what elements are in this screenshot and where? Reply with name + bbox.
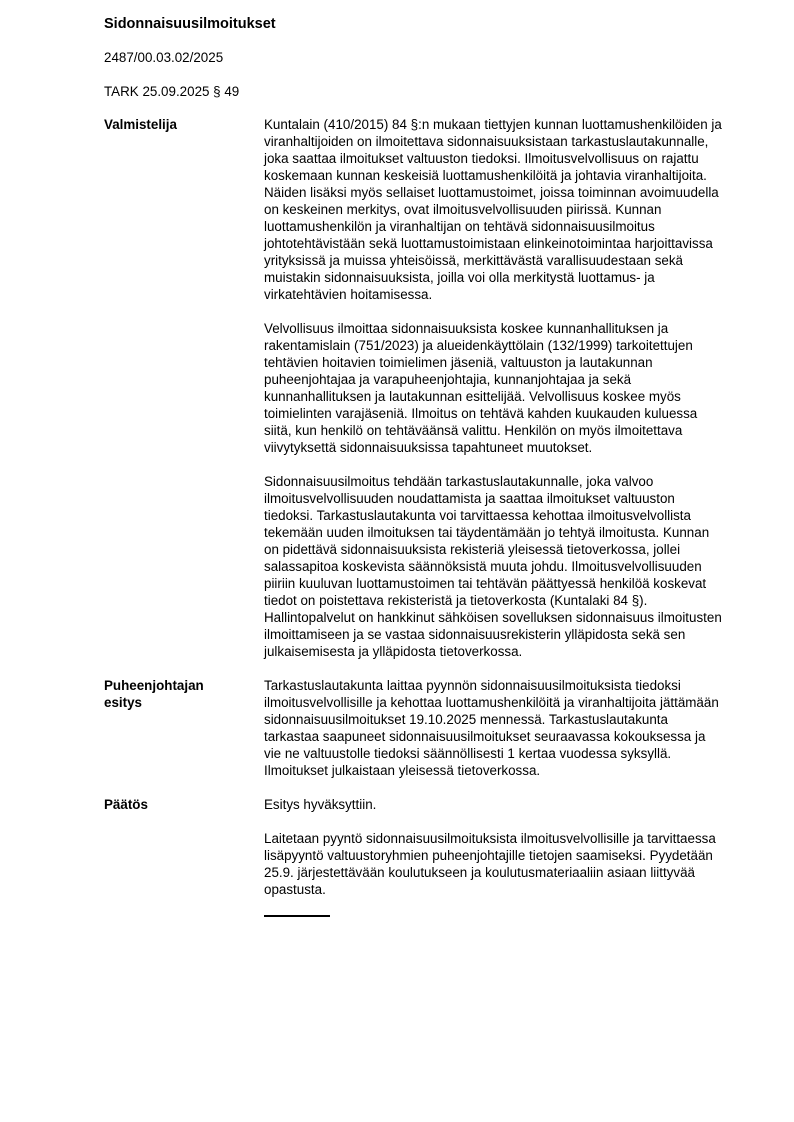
section-body-puheenjohtajan-esitys — [264, 677, 724, 796]
paragraph: Tarkastuslautakunta laittaa pyynnön sidonnaisuusilmoituksista tiedoksi ilmoitusvelvollisille ja kehottaa luottamushenkilöitä ja viranhaltijoita jättämään sidonnaisuusilmoitukset 19.10.2025 mennessä. Tarkastuslautakunta tarkastaa saapuneet sidonnaisuusilmoitukset seuraavassa kokouksessa ja vie ne valtuustolle tiedoksi säännöllisesti 1 kertaa vuodessa syksyllä. Ilmoitukset julkaistaan yleisessä tietoverkossa. — [264, 678, 719, 778]
document-title: Sidonnaisuusilmoitukset — [104, 16, 276, 32]
section-label-valmistelija: Valmistelija — [104, 117, 177, 132]
section-label-puheenjohtajan-esitys: Puheenjohtajan esitys — [104, 678, 204, 710]
section-puheenjohtajan-esitys — [104, 677, 724, 796]
paragraph: Laitetaan pyyntö sidonnaisuusilmoituksista ilmoitusvelvollisille ja tarvittaessa lisäpyyntö valtuustoryhmien puheenjohtajille tietojen saamiseksi. Pyydetään 25.9. järjestettävään koulutukseen ja koulutusmateriaaliin asiaan liittyvää opastusta. — [264, 831, 716, 897]
paragraph: Velvollisuus ilmoittaa sidonnaisuuksista koskee kunnanhallituksen ja rakentamislain (751/2023) ja alueidenkäyttölain (132/1999) tarkoitettujen tehtävien hoitavien toimielimen jäseniä, valtuuston ja lautakunnan puheenjohtajaa ja varapuheenjohtajia, kunnanjohtajaa ja sekä kunnanhallituksen ja lautakunnan esittelijää. Velvollisuus koskee myös toimielinten varajäseniä. Ilmoitus on tehtävä kahden kuukauden kuluessa siitä, kun henkilö on tehtäväänsä valittu. Henkilön on myös ilmoitettava viivytyksettä sidonnaisuuksissa tapahtuneet muutokset. — [264, 321, 698, 455]
case-number: 2487/00.03.02/2025 — [104, 50, 224, 65]
paragraph: Sidonnaisuusilmoitus tehdään tarkastuslautakunnalle, joka valvoo ilmoitusvelvollisuuden noudattamista ja saattaa ilmoitukset valtuuston tiedoksi. Tarkastuslautakunta voi tarvittaessa kehottaa ilmoitusvelvollista tekemään uuden ilmoituksen tai täydentämään jo tehtyä ilmoitusta. Kunnan on pidettävä sidonnaisuuksista rekisteriä yleisessä tietoverkossa, jollei salassapitoa koskevista säännöksistä muuta johdu. Ilmoitusvelvollisuuden piiriin kuuluvan luottamustoimen tai tehtävän päättyessä henkilöä koskevat tiedot on poistettava rekisteristä ja tietoverkosta (Kuntalaki 84 §). Hallintopalvelut on hankkinut sähköisen sovelluksen sidonnaisuus ilmoitusten ilmoittamiseen ja se vastaa sidonnaisuusrekisterin ylläpidosta sekä sen julkaisemisesta ja ylläpidosta tietoverkossa. — [264, 474, 722, 659]
section-label-paatos: Päätös — [104, 797, 148, 812]
section-paatos — [104, 796, 724, 934]
section-body-valmistelija — [264, 116, 724, 677]
section-body-paatos — [264, 796, 724, 934]
paragraph: Esitys hyväksyttiin. — [264, 797, 377, 812]
section-valmistelija — [104, 116, 724, 677]
section-end-divider — [264, 915, 330, 917]
case-reference: TARK 25.09.2025 § 49 — [104, 84, 240, 99]
paragraph: Kuntalain (410/2015) 84 §:n mukaan tiettyjen kunnan luottamushenkilöiden ja viranhaltijoiden on ilmoitettava sidonnaisuuksistaan tarkastuslautakunnalle, joka saattaa ilmoitukset valtuuston tiedoksi. Ilmoitusvelvollisuus on rajattu koskemaan kunnan keskeisiä luottamushenkilöitä ja johtavia viranhaltijoita. Näiden lisäksi myös sellaiset luottamustoimet, joissa toiminnan avoimuudella on keskeinen merkitys, ovat ilmoitusvelvollisuuden piirissä. Kunnan luottamushenkilön ja viranhaltijan on tehtävä sidonnaisuusilmoitus johtotehtävistään sekä luottamustoimistaan elinkeinotoimintaa harjoittavissa yrityksissä ja muissa yhteisöissä, merkittävästä varallisuudestaan sekä muistakin sidonnaisuuksista, joilla voi olla merkitystä luottamus- ja virkatehtävien hoitamisessa. — [264, 117, 722, 302]
